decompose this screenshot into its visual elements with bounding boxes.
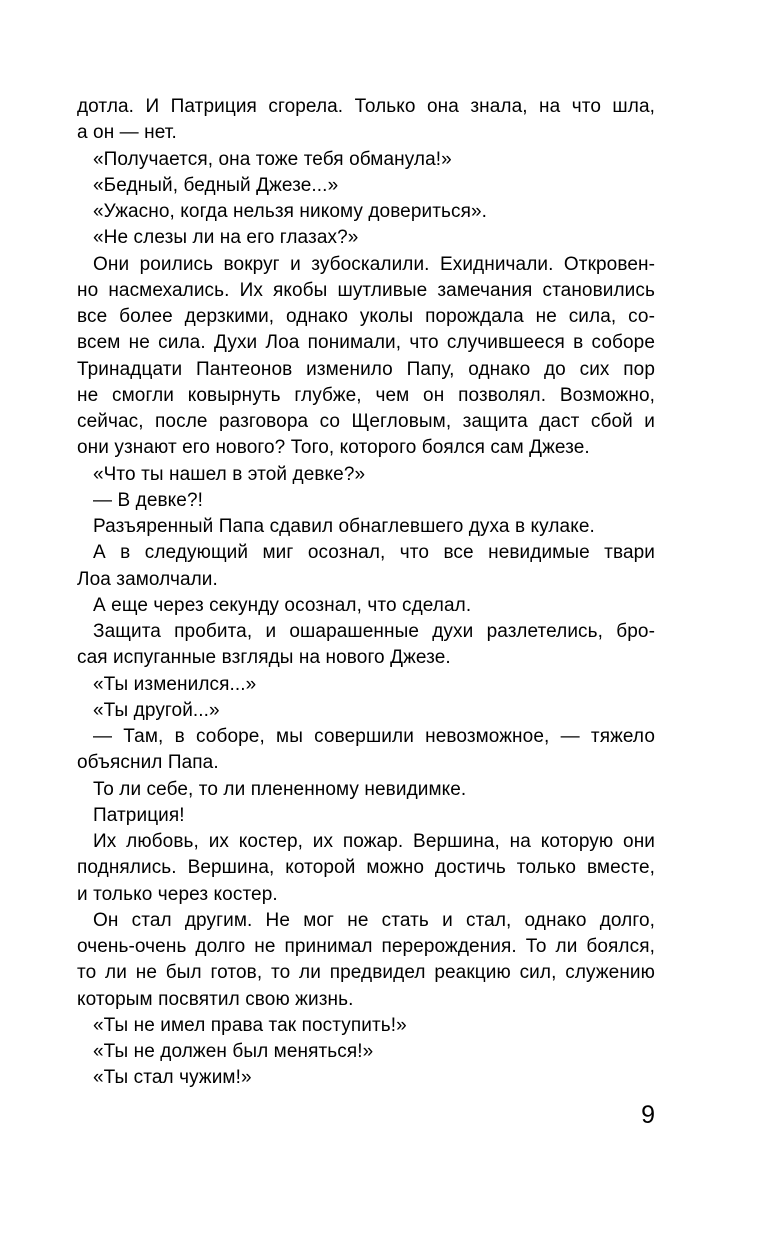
text-line: Тринадцати Пантеонов изменило Папу, однако до сих пор bbox=[77, 358, 655, 380]
text-line: а он — нет. bbox=[77, 122, 177, 144]
text-line: не смогли ковырнуть глубже, чем он позволял. Возможно, bbox=[77, 384, 655, 406]
text-line: всем не сила. Духи Лоа понимали, что случившееся в соборе bbox=[77, 332, 655, 354]
text-line: А в следующий миг осознал, что все невидимые твари bbox=[93, 542, 655, 564]
text-line: Разъяренный Папа сдавил обнаглевшего духа в кулаке. bbox=[93, 516, 595, 537]
text-line: Они роились вокруг и зубоскалили. Ехидничали. Откровен- bbox=[93, 253, 655, 275]
text-line: «Ты не имел права так поступить!» bbox=[93, 1014, 407, 1036]
text-line: — Там, в соборе, мы совершили невозможное, — тяжело bbox=[93, 726, 655, 747]
text-line: но насмехались. Их якобы шутливые замечания становились bbox=[77, 279, 655, 301]
text-line: А еще через секунду осознал, что сделал. bbox=[93, 594, 472, 616]
text-line: все более дерзкими, однако уколы порождала не сила, со- bbox=[77, 306, 655, 327]
text-line: — В девке?! bbox=[93, 489, 204, 511]
text-line: То ли себе, то ли плененному невидимке. bbox=[93, 778, 467, 800]
text-line: объяснил Папа. bbox=[77, 752, 219, 774]
text-line: Лоа замолчали. bbox=[77, 568, 218, 590]
text-line: «Ужасно, когда нельзя никому довериться». bbox=[93, 201, 488, 222]
text-line: которым посвятил свою жизнь. bbox=[77, 988, 354, 1010]
text-line: они узнают его нового? Того, которого боялся сам Джезе. bbox=[77, 437, 590, 459]
text-line: «Что ты нашел в этой девке?» bbox=[93, 463, 366, 485]
text-line: «Ты изменился...» bbox=[93, 673, 257, 695]
text-line: «Ты стал чужим!» bbox=[93, 1067, 252, 1089]
text-line: «Бедный, бедный Джезе...» bbox=[93, 174, 339, 196]
text-line: «Не слезы ли на его глазах?» bbox=[93, 227, 359, 249]
text-line: «Ты не должен был меняться!» bbox=[93, 1041, 374, 1062]
text-line: сейчас, после разговора со Щегловым, защита даст сбой и bbox=[77, 411, 655, 432]
text-line: сая испуганные взгляды на нового Джезе. bbox=[77, 647, 451, 669]
text-line: «Получается, она тоже тебя обманула!» bbox=[93, 148, 452, 170]
text-line: очень-очень долго не принимал перерождения. То ли боялся, bbox=[77, 936, 655, 957]
text-line: Их любовь, их костер, их пожар. Вершина, на которую они bbox=[93, 831, 655, 852]
text-line: Патриция! bbox=[93, 804, 185, 826]
text-line: Он стал другим. Не мог не стать и стал, однако долго, bbox=[93, 909, 655, 931]
page-text bbox=[77, 94, 655, 1092]
page-number: 9 bbox=[641, 1101, 655, 1129]
text-line: и только через костер. bbox=[77, 883, 278, 905]
text-line: Защита пробита, и ошарашенные духи разлетелись, бро- bbox=[93, 621, 655, 642]
text-line: «Ты другой...» bbox=[93, 699, 220, 721]
text-line: то ли не был готов, то ли предвидел реакцию сил, служению bbox=[77, 962, 655, 984]
text-line: дотла. И Патриция сгорела. Только она знала, на что шла, bbox=[77, 96, 655, 117]
text-line: поднялись. Вершина, которой можно достичь только вместе, bbox=[77, 857, 655, 879]
